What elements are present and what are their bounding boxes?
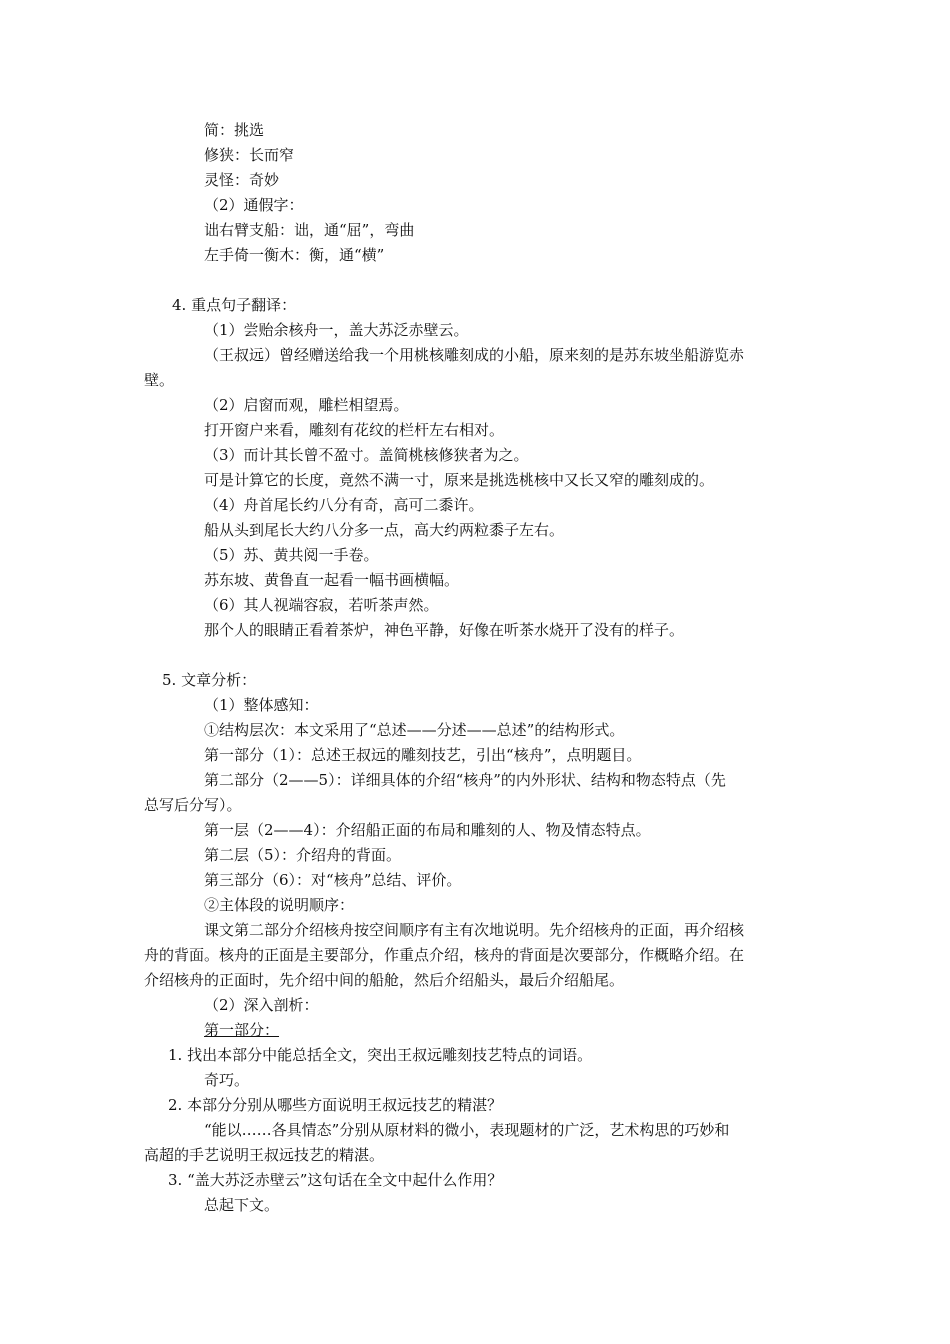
text-line: 那个人的眼睛正看着茶炉，神色平静，好像在听茶水烧开了没有的样子。 bbox=[204, 621, 685, 639]
text-line: （2）启窗而观，雕栏相望焉。 bbox=[204, 396, 409, 414]
text-line: （6）其人视端容寂，若听茶声然。 bbox=[204, 596, 439, 614]
text-line: 修狭：长而窄 bbox=[204, 146, 295, 164]
text-line: ②主体段的说明顺序： bbox=[204, 896, 355, 914]
text-line: 壁。 bbox=[144, 371, 175, 389]
section-heading: 5. 文章分析： bbox=[162, 671, 257, 689]
text-line: （1）整体感知： bbox=[204, 696, 319, 714]
text-line: 船从头到尾长大约八分多一点，高大约两粒黍子左右。 bbox=[204, 521, 565, 539]
text-line: 左手倚一衡木：衡，通“横” bbox=[204, 246, 385, 264]
text-line: 诎右臂支船：诎，通“屈”，弯曲 bbox=[204, 221, 415, 239]
question-line: 1. 找出本部分中能总括全文，突出王叔远雕刻技艺特点的词语。 bbox=[168, 1046, 593, 1064]
text-line: 简：挑选 bbox=[204, 121, 265, 139]
text-line: （3）而计其长曾不盈寸。盖简桃核修狭者为之。 bbox=[204, 446, 529, 464]
answer-line: 总起下文。 bbox=[204, 1196, 280, 1214]
answer-line: 高超的手艺说明王叔远技艺的精湛。 bbox=[144, 1146, 385, 1164]
text-line: 总写后分写）。 bbox=[144, 796, 242, 814]
text-line: 可是计算它的长度，竟然不满一寸，原来是挑选桃核中又长又窄的雕刻成的。 bbox=[204, 471, 715, 489]
text-line: ①结构层次：本文采用了“总述——分述——总述”的结构形式。 bbox=[204, 721, 625, 739]
text-line: 第一部分（1）：总述王叔远的雕刻技艺，引出“核舟”，点明题目。 bbox=[204, 746, 642, 764]
text-line: 第二层（5）：介绍舟的背面。 bbox=[204, 846, 402, 864]
text-line: 第二部分（2——5）：详细具体的介绍“核舟”的内外形状、结构和物态特点（先 bbox=[204, 771, 726, 789]
question-line: 2. 本部分分别从哪些方面说明王叔远技艺的精湛？ bbox=[168, 1096, 503, 1114]
text-line: 第三部分（6）：对“核舟”总结、评价。 bbox=[204, 871, 462, 889]
text-line: 苏东坡、黄鲁直一起看一幅书画横幅。 bbox=[204, 571, 460, 589]
text-line: （2）深入剖析： bbox=[204, 996, 319, 1014]
text-line: （4）舟首尾长约八分有奇，高可二黍许。 bbox=[204, 496, 484, 514]
text-line: 舟的背面。核舟的正面是主要部分，作重点介绍，核舟的背面是次要部分，作概略介绍。在 bbox=[144, 946, 745, 964]
text-line: （5）苏、黄共阅一手卷。 bbox=[204, 546, 379, 564]
text-line: 介绍核舟的正面时，先介绍中间的船舱，然后介绍船头，最后介绍船尾。 bbox=[144, 971, 625, 989]
question-line: 3. “盖大苏泛赤壁云”这句话在全文中起什么作用？ bbox=[168, 1171, 503, 1189]
answer-line: 奇巧。 bbox=[204, 1071, 250, 1089]
section-heading: 4. 重点句子翻译： bbox=[172, 296, 297, 314]
text-line: （王叔远）曾经赠送给我一个用桃核雕刻成的小船，原来刻的是苏东坡坐船游览赤 bbox=[204, 346, 745, 364]
text-line: 灵怪：奇妙 bbox=[204, 171, 280, 189]
text-line: （1）尝贻余核舟一，盖大苏泛赤壁云。 bbox=[204, 321, 469, 339]
subsection-heading: 第一部分： bbox=[204, 1021, 280, 1039]
text-line: 打开窗户来看，雕刻有花纹的栏杆左右相对。 bbox=[204, 421, 505, 439]
text-line: 第一层（2——4）：介绍船正面的布局和雕刻的人、物及情态特点。 bbox=[204, 821, 651, 839]
text-line: （2）通假字： bbox=[204, 196, 304, 214]
text-line: 课文第二部分介绍核舟按空间顺序有主有次地说明。先介绍核舟的正面，再介绍核 bbox=[204, 921, 745, 939]
answer-line: “能以……各具情态”分别从原材料的微小，表现题材的广泛，艺术构思的巧妙和 bbox=[204, 1121, 730, 1139]
